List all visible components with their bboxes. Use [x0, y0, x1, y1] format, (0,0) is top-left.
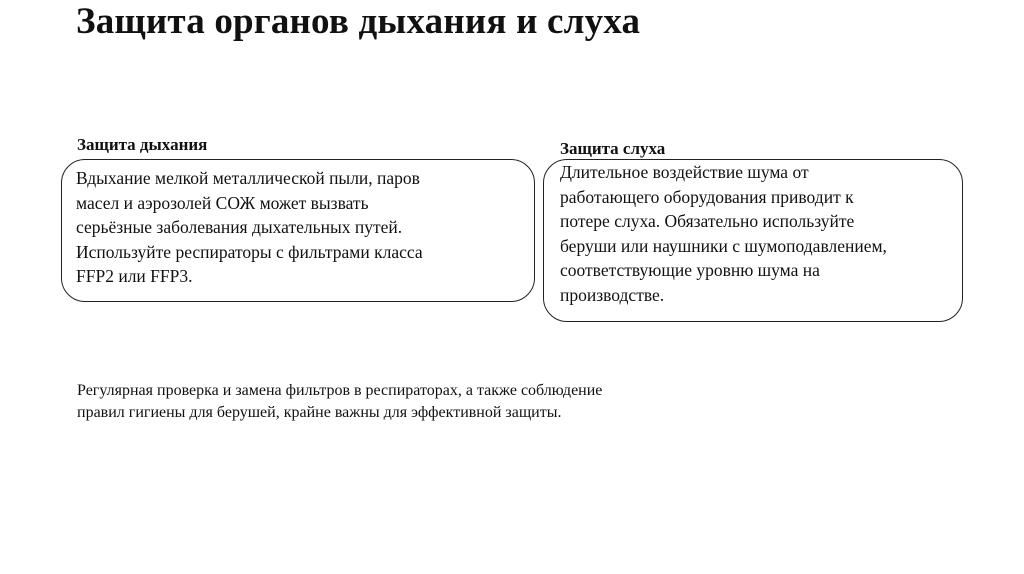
text-line: правил гигиены для берушей, крайне важны для эффективной защиты.	[77, 404, 562, 421]
text-line: Вдыхание мелкой металлической пыли, паров	[76, 168, 420, 188]
text-line: Используйте респираторы с фильтрами класса	[76, 241, 423, 262]
breathing-protection-card	[61, 159, 535, 302]
section-heading-breathing: Защита дыхания	[77, 135, 208, 154]
footer-note	[77, 380, 737, 424]
breathing-protection-text	[76, 166, 526, 289]
text-line: серьёзные заболевания дыхательных путей.	[76, 217, 403, 237]
hearing-protection-text	[560, 160, 962, 307]
slide-title: Защита органов дыхания и слуха	[76, 1, 641, 42]
text-line: потере слуха. Обязательно используйте	[560, 211, 855, 231]
text-line: FFP2 или FFP3.	[76, 266, 193, 286]
text-line: беруши или наушники с шумоподавлением,	[560, 235, 887, 256]
hearing-protection-card	[543, 159, 963, 322]
text-line: соответствующие уровню шума на	[560, 260, 820, 280]
text-line: масел и аэрозолей СОЖ может вызвать	[76, 192, 369, 213]
text-line: Регулярная проверка и замена фильтров в респираторах, а также соблюдение	[77, 382, 603, 399]
text-line: Длительное воздействие шума от	[560, 162, 809, 182]
text-line: производстве.	[560, 284, 665, 305]
section-heading-hearing: Защита слуха	[560, 139, 666, 158]
text-line: работающего оборудования приводит к	[560, 186, 854, 207]
